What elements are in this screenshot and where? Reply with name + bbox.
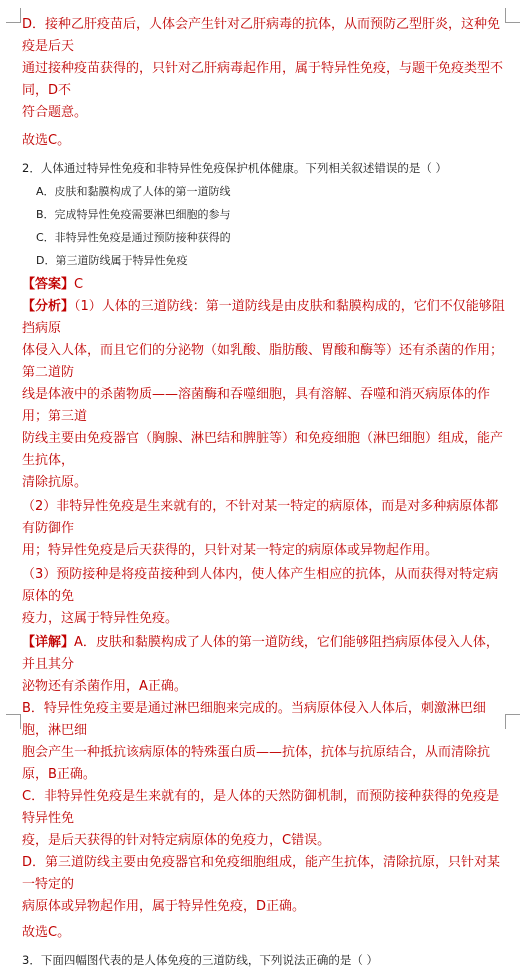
analysis-label: 【分析】 (22, 299, 75, 314)
crop-mark-bottom-left (6, 714, 21, 729)
crop-mark-top-left (6, 8, 21, 23)
answer-block (22, 274, 510, 296)
text-line: 符合题意。 (22, 105, 88, 120)
text-line: 泌物还有杀菌作用，A正确。 (22, 679, 187, 694)
option-c: C．非特异性免疫是通过预防接种获得的 (36, 231, 231, 244)
prev-answer-line: 故选C。 (22, 133, 71, 148)
analysis-p1-first: （1）人体的三道防线：第一道防线是由皮肤和黏膜构成的，它们不仅能够阻挡病原 (22, 299, 505, 336)
question-3-stem: 3．下面四幅图代表的是人体免疫的三道防线，下列说法正确的是（ ） (22, 953, 378, 967)
text-line: 疫力，这属于特异性免疫。 (22, 611, 179, 626)
detail-a-first: A．皮肤和黏膜构成了人体的第一道防线，它们能够阻挡病原体侵入人体，并且其分 (22, 635, 499, 672)
option-d: D．第三道防线属于特异性免疫 (36, 254, 188, 267)
text-line (22, 296, 510, 340)
question-2-options (22, 182, 510, 271)
text-line: 防线主要由免疫器官（胸腺、淋巴结和脾脏等）和免疫细胞（淋巴细胞）组成，能产生抗体， (22, 431, 504, 468)
text-line: 通过接种疫苗获得的，只针对乙肝病毒起作用，属于特异性免疫，与题干免疫类型不同，D不 (22, 61, 504, 98)
text-line: （2）非特异性免疫是生来就有的，不针对某一特定的病原体，而是对多种病原体都有防御作 (22, 499, 499, 536)
answer-value: C (74, 277, 84, 292)
text-line: 胞会产生一种抵抗该病原体的特殊蛋白质——抗体，抗体与抗原结合，从而清除抗原，B正确。 (22, 745, 491, 782)
text-line: 体侵入人体，而且它们的分泌物（如乳酸、脂肪酸、胃酸和酶等）还有杀菌的作用；第二道防 (22, 343, 504, 380)
analysis-section (22, 296, 510, 630)
text-line: D．第三道防线主要由免疫器官和免疫细胞组成，能产生抗体，清除抗原，只针对某一特定的 (22, 855, 501, 892)
answer-label: 【答案】 (22, 277, 75, 292)
document-page (22, 14, 510, 974)
text-line: 用；特异性免疫是后天获得的，只针对某一特定的病原体或异物起作用。 (22, 543, 439, 558)
text-line: 清除抗原。 (22, 475, 88, 490)
detail-label: 【详解】 (22, 635, 75, 650)
final-answer-line: 故选C。 (22, 925, 71, 940)
text-line: 病原体或异物起作用，属于特异性免疫，D正确。 (22, 899, 306, 914)
option-b: B．完成特异性免疫需要淋巴细胞的参与 (36, 208, 231, 221)
option-a: A．皮肤和黏膜构成了人体的第一道防线 (36, 185, 231, 198)
text-line: 线是体液中的杀菌物质——溶菌酶和吞噬细胞，具有溶解、吞噬和消灭病原体的作用；第三道 (22, 387, 491, 424)
text-line: D．接种乙肝疫苗后，人体会产生针对乙肝病毒的抗体，从而预防乙型肝炎，这种免疫是后天 (22, 17, 501, 54)
text-line (22, 632, 510, 676)
text-line: （3）预防接种是将疫苗接种到人体内，使人体产生相应的抗体，从而获得对特定病原体的免 (22, 567, 499, 604)
question-2-stem: 2．人体通过特异性免疫和非特异性免疫保护机体健康。下列相关叙述错误的是（ ） (22, 161, 447, 175)
prev-option-d-explanation (22, 14, 510, 124)
text-line: 疫，是后天获得的针对特定病原体的免疫力，C错误。 (22, 833, 331, 848)
text-line: C．非特异性免疫是生来就有的，是人体的天然防御机制，而预防接种获得的免疫是特异性免 (22, 789, 500, 826)
text-line: B．特异性免疫主要是通过淋巴细胞来完成的。当病原体侵入人体后，刺激淋巴细胞，淋巴细 (22, 701, 486, 738)
detail-section (22, 632, 510, 918)
